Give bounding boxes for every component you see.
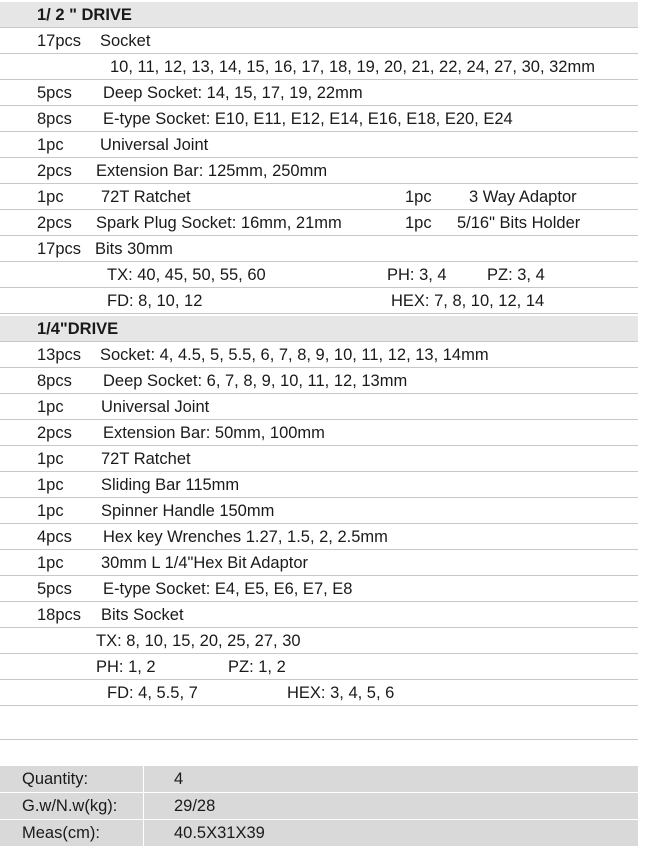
item-qty: 5pcs xyxy=(37,84,72,102)
table-row xyxy=(0,262,638,288)
table-row xyxy=(0,288,638,314)
item-desc: 30mm L 1/4"Hex Bit Adaptor xyxy=(101,554,309,572)
section-header-quarter-drive xyxy=(0,316,638,342)
table-row xyxy=(0,368,638,394)
section-header-half-drive xyxy=(0,2,638,28)
footer-label: Meas(cm): xyxy=(22,824,100,842)
item-qty: 8pcs xyxy=(37,372,72,390)
table-row xyxy=(0,80,638,106)
item-qty: 4pcs xyxy=(37,528,72,546)
table-row xyxy=(0,498,638,524)
item-qty: 1pc xyxy=(37,136,64,154)
footer-divider xyxy=(143,793,144,819)
table-row xyxy=(0,602,638,628)
item-qty: 17pcs xyxy=(37,32,82,50)
table-row xyxy=(0,446,638,472)
bits-hex: HEX: 3, 4, 5, 6 xyxy=(287,684,395,702)
footer-row-measurements xyxy=(0,820,638,847)
table-row xyxy=(0,420,638,446)
item-desc: 72T Ratchet xyxy=(101,450,191,468)
section-title: 1/ 2 " DRIVE xyxy=(37,6,132,24)
item-sizes: 10, 11, 12, 13, 14, 15, 16, 17, 18, 19, 20, 21, 22, 24, 27, 30, 32mm xyxy=(110,58,595,76)
item-desc: Deep Socket: 14, 15, 17, 19, 22mm xyxy=(103,84,363,102)
table-row xyxy=(0,342,638,368)
item-qty-secondary: 1pc xyxy=(405,188,432,206)
item-desc: 72T Ratchet xyxy=(101,188,191,206)
item-desc: Socket: 4, 4.5, 5, 5.5, 6, 7, 8, 9, 10, 11, 12, 13, 14mm xyxy=(100,346,489,364)
item-desc: Socket xyxy=(100,32,151,50)
table-row xyxy=(0,210,638,236)
table-row xyxy=(0,472,638,498)
table-row xyxy=(0,54,638,80)
table-row xyxy=(0,550,638,576)
table-row xyxy=(0,28,638,54)
section-title: 1/4"DRIVE xyxy=(37,320,119,338)
footer-value: 29/28 xyxy=(174,797,216,815)
bits-ph: PH: 3, 4 xyxy=(387,266,447,284)
item-qty: 1pc xyxy=(37,450,64,468)
bits-pz: PZ: 1, 2 xyxy=(228,658,286,676)
bits-tx: TX: 40, 45, 50, 55, 60 xyxy=(107,266,266,284)
table-row xyxy=(0,654,638,680)
table-row xyxy=(0,106,638,132)
table-row xyxy=(0,158,638,184)
table-row xyxy=(0,184,638,210)
footer-divider xyxy=(143,820,144,846)
item-desc: Sliding Bar 115mm xyxy=(101,476,240,494)
item-desc: E-type Socket: E4, E5, E6, E7, E8 xyxy=(103,580,353,598)
item-qty: 1pc xyxy=(37,398,64,416)
bits-hex: HEX: 7, 8, 10, 12, 14 xyxy=(391,292,545,310)
item-desc: Extension Bar: 50mm, 100mm xyxy=(103,424,325,442)
item-qty: 1pc xyxy=(37,502,64,520)
bits-tx: TX: 8, 10, 15, 20, 25, 27, 30 xyxy=(96,632,301,650)
item-desc: Extension Bar: 125mm, 250mm xyxy=(96,162,328,180)
footer-divider xyxy=(143,766,144,792)
table-row xyxy=(0,236,638,262)
footer-value: 4 xyxy=(174,770,184,788)
table-row xyxy=(0,576,638,602)
bits-fd: FD: 8, 10, 12 xyxy=(107,292,203,310)
table-row xyxy=(0,680,638,706)
bits-fd: FD: 4, 5.5, 7 xyxy=(107,684,198,702)
item-desc-secondary: 3 Way Adaptor xyxy=(469,188,577,206)
item-qty: 8pcs xyxy=(37,110,72,128)
item-qty: 2pcs xyxy=(37,162,72,180)
spacer-row xyxy=(0,706,638,740)
footer-row-weight xyxy=(0,793,638,820)
item-desc: Deep Socket: 6, 7, 8, 9, 10, 11, 12, 13mm xyxy=(103,372,408,390)
footer-label: Quantity: xyxy=(22,770,89,788)
item-qty: 18pcs xyxy=(37,606,82,624)
table-row xyxy=(0,394,638,420)
table-row xyxy=(0,524,638,550)
footer-label: G.w/N.w(kg): xyxy=(22,797,118,815)
item-desc: Bits 30mm xyxy=(95,240,173,258)
item-qty: 2pcs xyxy=(37,214,72,232)
item-qty-secondary: 1pc xyxy=(405,214,432,232)
table-row xyxy=(0,628,638,654)
footer-value: 40.5X31X39 xyxy=(174,824,265,842)
item-desc: Hex key Wrenches 1.27, 1.5, 2, 2.5mm xyxy=(103,528,388,546)
item-desc-secondary: 5/16" Bits Holder xyxy=(457,214,581,232)
item-desc: Spinner Handle 150mm xyxy=(101,502,275,520)
footer-row-quantity xyxy=(0,766,638,793)
bits-ph: PH: 1, 2 xyxy=(96,658,156,676)
item-desc: Universal Joint xyxy=(100,136,209,154)
item-qty: 1pc xyxy=(37,188,64,206)
item-qty: 2pcs xyxy=(37,424,72,442)
item-qty: 1pc xyxy=(37,554,64,572)
item-qty: 5pcs xyxy=(37,580,72,598)
item-qty: 13pcs xyxy=(37,346,82,364)
bits-pz: PZ: 3, 4 xyxy=(487,266,545,284)
item-desc: Bits Socket xyxy=(101,606,184,624)
item-qty: 17pcs xyxy=(37,240,82,258)
item-qty: 1pc xyxy=(37,476,64,494)
item-desc: E-type Socket: E10, E11, E12, E14, E16, E18, E20, E24 xyxy=(103,110,513,128)
item-desc: Spark Plug Socket: 16mm, 21mm xyxy=(96,214,342,232)
item-desc: Universal Joint xyxy=(101,398,210,416)
table-row xyxy=(0,132,638,158)
